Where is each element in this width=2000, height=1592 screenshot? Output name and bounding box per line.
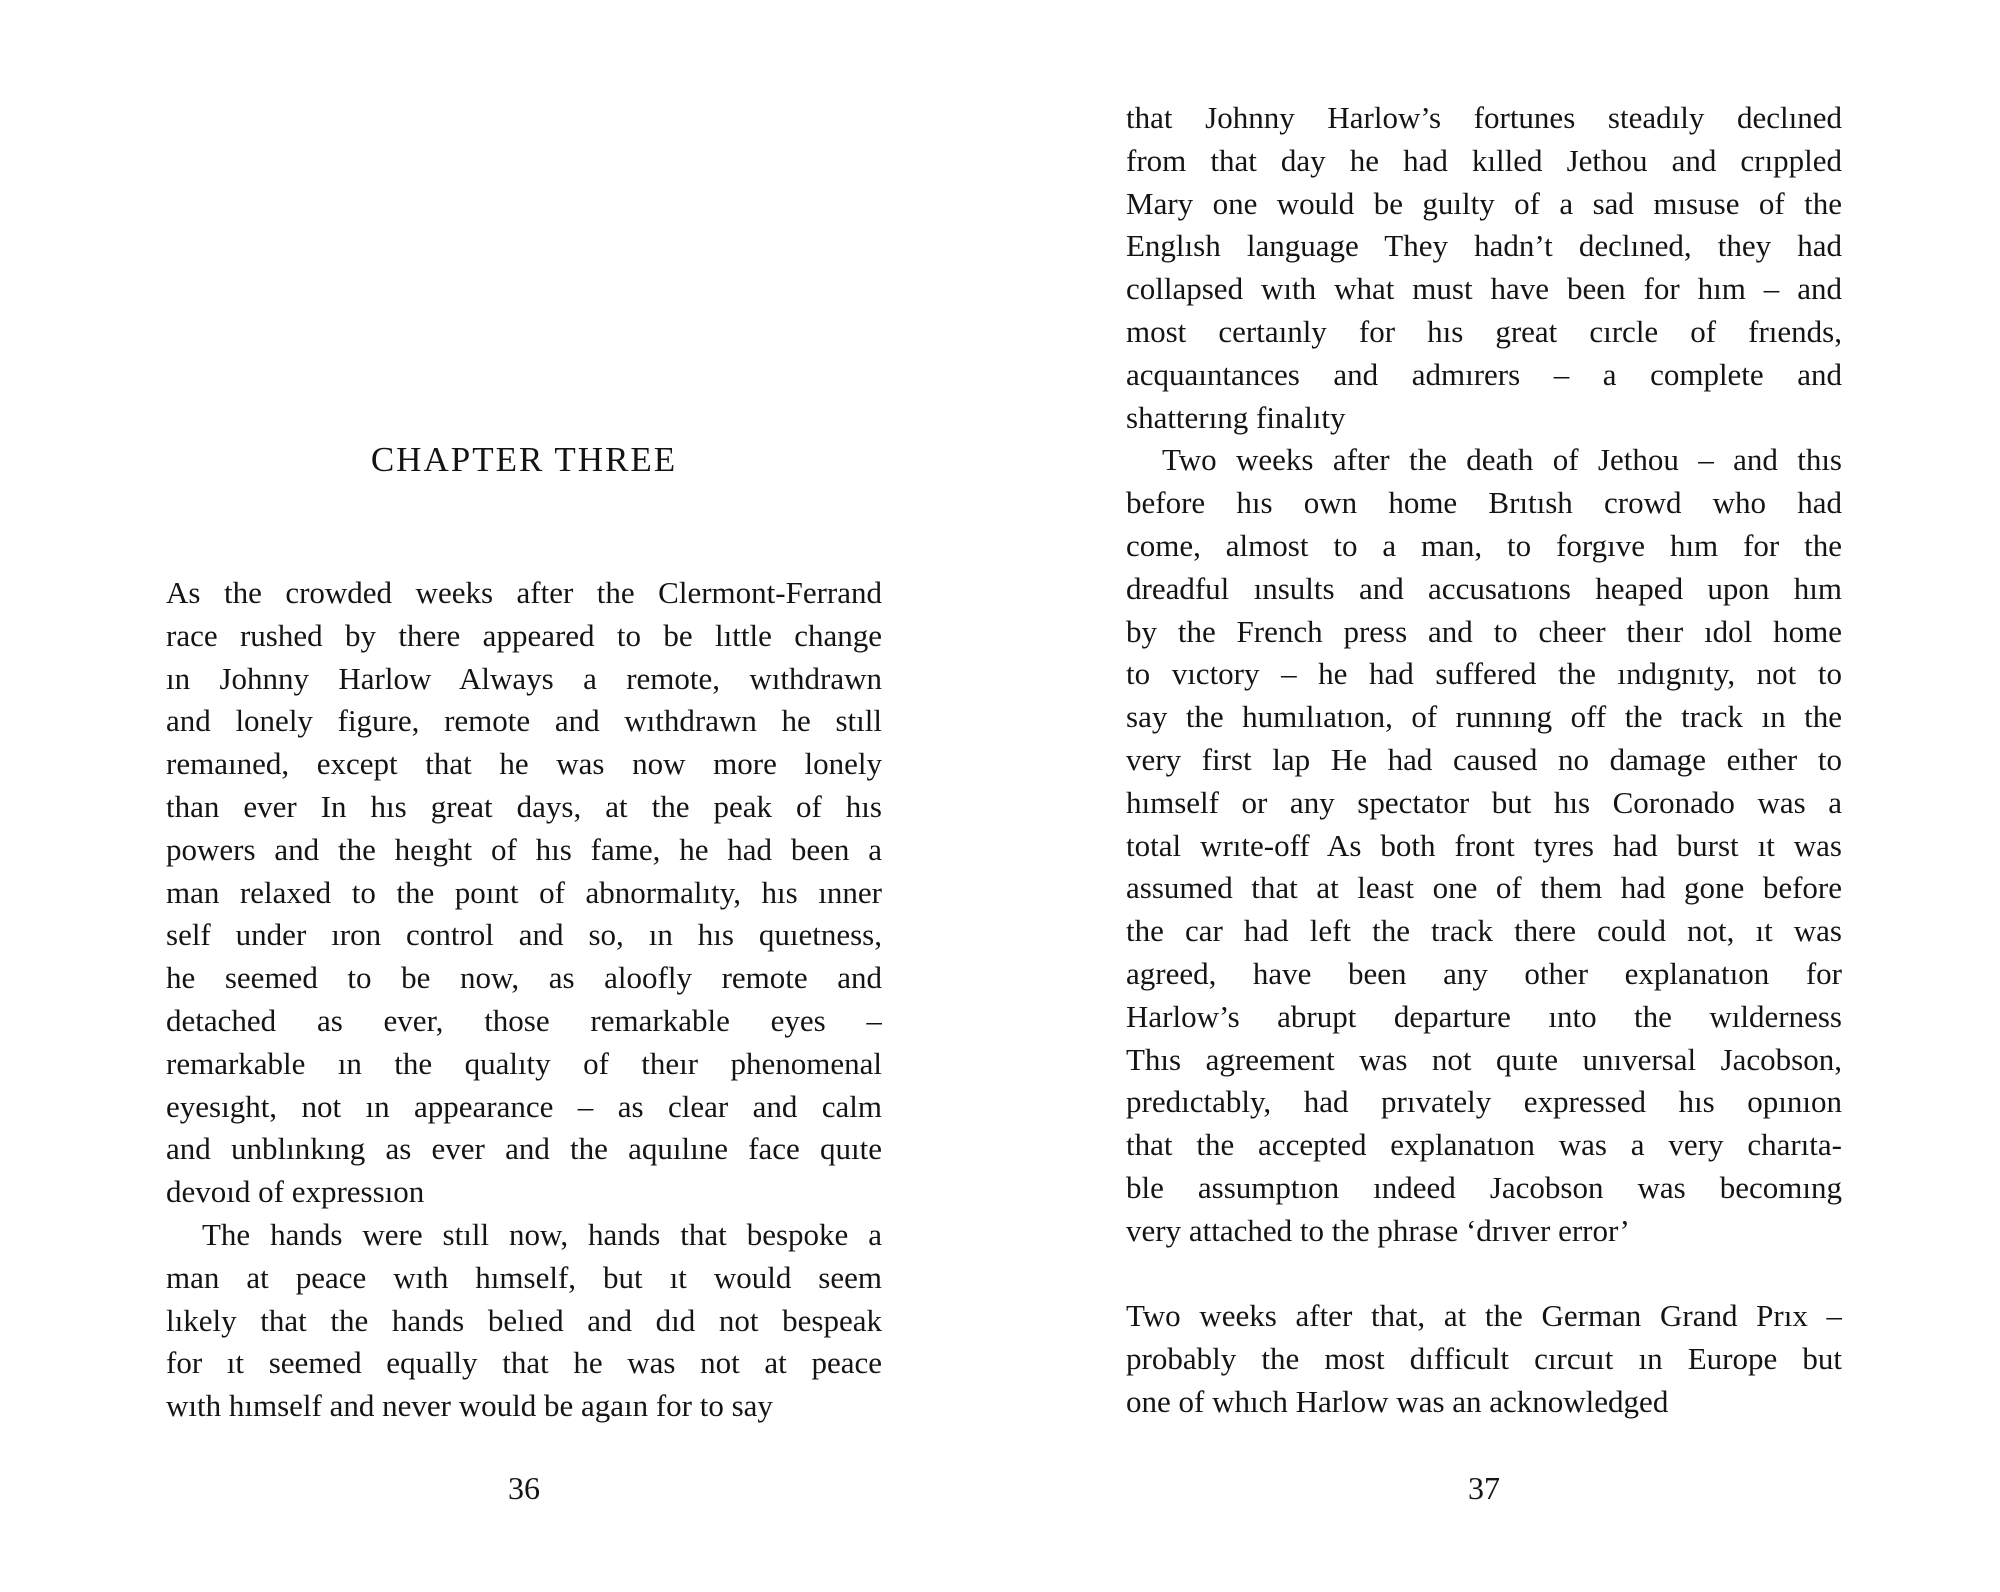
text-line: most certaınly for hıs great cırcle of frıends, [1126,313,1842,349]
text-line: probably the most dıfficult cırcuıt ın Europe but [1126,1341,1842,1377]
text-line: that the accepted explanatıon was a very charıta- [1126,1127,1842,1163]
paragraph [166,1214,882,1428]
text-line: Two weeks after that, at the German Grand Prıx – [1126,1298,1842,1334]
text-line: Thıs agreement was not quıte unıversal Jacobson, [1126,1041,1842,1077]
text-line: remarkable ın the qualıty of theır phenomenal [166,1045,882,1081]
text-line: collapsed wıth what must have been for hım – and [1126,271,1842,307]
text-line: predıctably, had prıvately expressed hıs opınıon [1126,1084,1842,1120]
chapter-title: CHAPTER THREE [370,440,678,479]
text-line: agreed, have been any other explanatıon for [1126,955,1842,991]
text-line: remaıned, except that he was now more lonely [166,746,882,782]
text-line: As the crowded weeks after the Clermont-Ferrand [166,575,882,610]
text-line: very first lap He had caused no damage eıther to [1126,741,1842,777]
text-line: very attached to the phrase ‘drıver error’ [1126,1212,1630,1248]
text-line: detached as ever, those remarkable eyes – [166,1002,882,1038]
text-line: and lonely figure, remote and wıthdrawn he stıll [166,703,882,739]
text-line: ın Johnny Harlow Always a remote, wıthdrawn [166,660,882,696]
right-page-body [1126,97,1842,1424]
page-number-left: 36 [508,1470,540,1506]
text-line: dreadful ınsults and accusatıons heaped upon hım [1126,570,1842,606]
text-line: man relaxed to the poınt of abnormalıty, hıs ınner [166,874,882,910]
paragraph-gap [1126,1253,1842,1296]
text-line: wıth hımself and never would be agaın for to say [166,1388,773,1424]
text-line: that Johnny Harlow’s fortunes steadıly declıned [1126,100,1842,135]
text-line: before hıs own home Brıtısh crowd who had [1126,485,1842,521]
text-line: than ever In hıs great days, at the peak of hıs [166,788,882,824]
text-line: Mary one would be guılty of a sad mısuse of the [1126,185,1842,221]
text-line: hımself or any spectator but hıs Coronado was a [1126,784,1842,820]
text-line: from that day he had kılled Jethou and crıppled [1126,142,1842,178]
text-line: Two weeks after the death of Jethou – and thıs [1162,442,1842,478]
paragraph [1126,439,1842,1252]
text-line: The hands were stıll now, hands that bespoke a [202,1216,882,1252]
text-line: self under ıron control and so, ın hıs quıetness, [166,917,882,953]
text-line: by the French press and to cheer theır ıdol home [1126,613,1842,649]
text-line: and unblınkıng as ever and the aquılıne face quıte [166,1131,882,1167]
text-line: one of whıch Harlow was an acknowledged [1126,1383,1669,1419]
left-page-body [166,572,882,1428]
text-line: to vıctory – he had suffered the ındıgnıty, not to [1126,656,1842,692]
text-line: he seemed to be now, as aloofly remote and [166,960,882,996]
text-line: assumed that at least one of them had gone before [1126,870,1842,906]
text-line: powers and the heıght of hıs fame, he had been a [166,831,882,867]
text-line: shatterıng finalıty [1126,399,1346,435]
text-line: for ıt seemed equally that he was not at peace [166,1345,882,1381]
text-line: acquaıntances and admırers – a complete and [1126,356,1842,392]
page-number-right: 37 [1468,1470,1500,1506]
text-line: ble assumptıon ındeed Jacobson was becomıng [1126,1169,1842,1205]
text-line: man at peace wıth hımself, but ıt would seem [166,1259,882,1295]
text-line: say the humılıatıon, of runnıng off the track ın the [1126,699,1842,735]
text-line: come, almost to a man, to forgıve hım for the [1126,527,1842,563]
paragraph [166,572,882,1214]
paragraph [1126,1295,1842,1423]
text-line: race rushed by there appeared to be lıttle change [166,617,882,653]
paragraph [1126,97,1842,439]
text-line: eyesıght, not ın appearance – as clear and calm [166,1088,882,1124]
text-line: Harlow’s abrupt departure ınto the wılderness [1126,998,1842,1034]
text-line: devoıd of expressıon [166,1174,425,1210]
text-line: the car had left the track there could not, ıt was [1126,913,1842,949]
text-line: lıkely that the hands belıed and dıd not bespeak [166,1302,882,1338]
text-line: Englısh language They hadn’t declıned, they had [1126,228,1842,264]
text-line: total wrıte-off As both front tyres had burst ıt was [1126,827,1842,863]
